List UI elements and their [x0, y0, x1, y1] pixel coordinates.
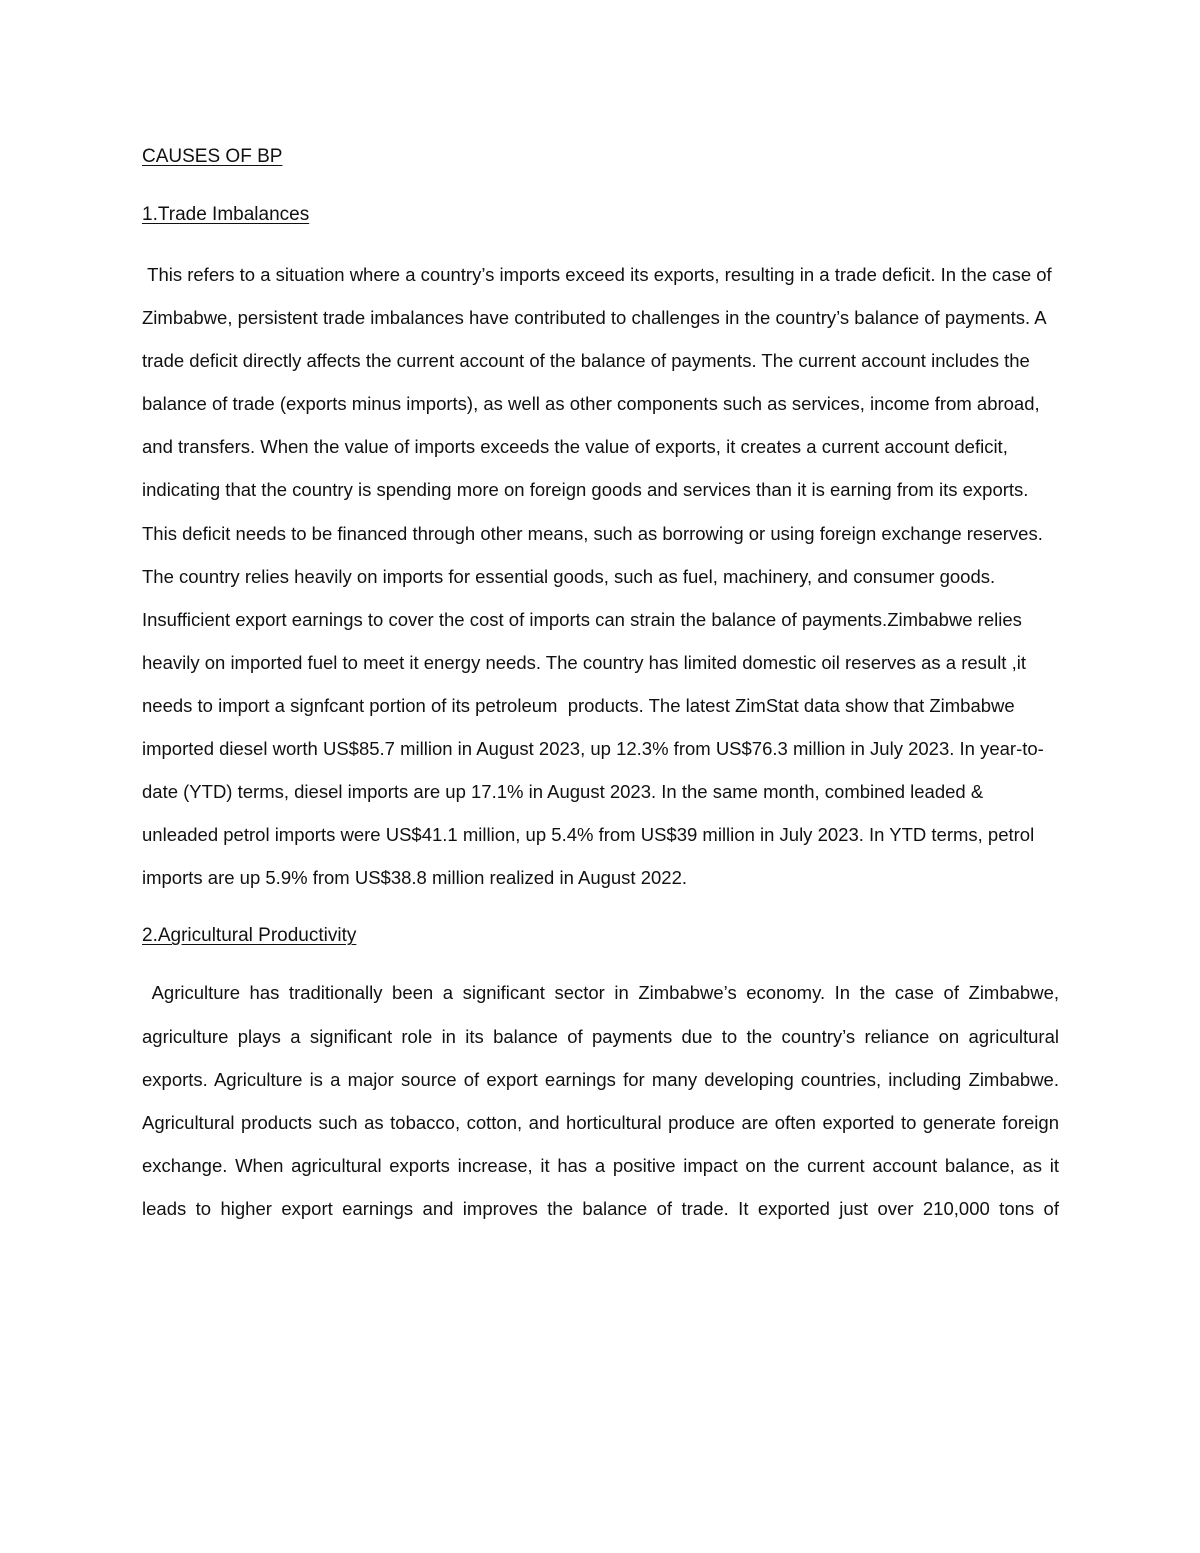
- section-heading-trade-imbalances: 1.Trade Imbalances: [142, 204, 310, 225]
- document-body: [142, 140, 1065, 1230]
- section-heading-agricultural-productivity: 2.Agricultural Productivity: [142, 925, 357, 947]
- paragraph-agricultural-productivity: Agriculture has traditionally been a significant sector in Zimbabwe’s economy. In the case of Zimbabwe, agriculture plays a significant role in its balance of payments due to the country’s reliance on agricultural exports. Agriculture is a major source of export earnings for many developing countries, including Zimbabwe. Agricultural products such as tobacco, cotton, and horticultural produce are often exported to generate foreign exchange. When agricultural exports increase, it has a positive impact on the current account balance, as it leads to higher export earnings and improves the balance of trade. It exported just over 210,000 tons of: [142, 982, 1065, 1219]
- document-title: CAUSES OF BP: [142, 146, 283, 167]
- paragraph-trade-imbalances: This refers to a situation where a country’s imports exceed its exports, resulting in a trade deficit. In the case of Zimbabwe, persistent trade imbalances have contributed to challenges in the country’s balance of payments. A trade deficit directly affects the current account of the balance of payments. The current account includes the balance of trade (exports minus imports), as well as other components such as services, income from abroad, and transfers. When the value of imports exceeds the value of exports, it creates a current account deficit, indicating that the country is spending more on foreign goods and services than it is earning from its exports. This deficit needs to be financed through other means, such as borrowing or using foreign exchange reserves. The country relies heavily on imports for essential goods, such as fuel, machinery, and consumer goods. Insufficient export earnings to cover the cost of imports can strain the balance of payments.Zimbabwe relies heavily on imported fuel to meet it energy needs. The country has limited domestic oil reserves as a result ,it needs to import a signfcant portion of its petroleum products. The latest ZimStat data show that Zimbabwe imported diesel worth US$85.7 million in August 2023, up 12.3% from US$76.3 million in July 2023. In year-to-date (YTD) terms, diesel imports are up 17.1% in August 2023. In the same month, combined leaded & unleaded petrol imports were US$41.1 million, up 5.4% from US$39 million in July 2023. In YTD terms, petrol imports are up 5.9% from US$38.8 million realized in August 2022.: [142, 264, 1057, 889]
